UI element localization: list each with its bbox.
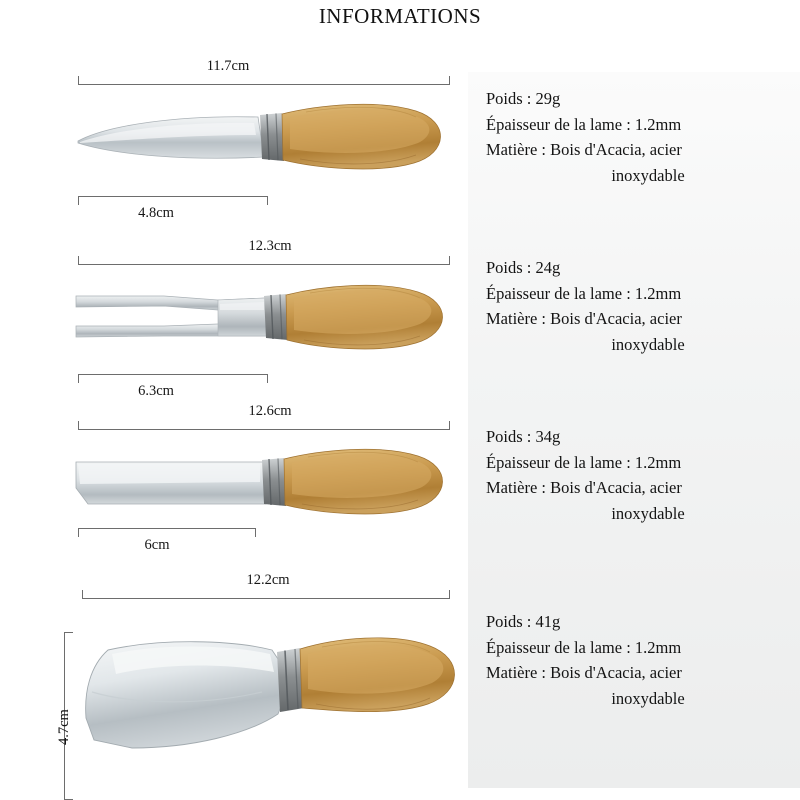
length-dimension-line-cheese-spatula [82,598,450,599]
length-dimension-line-cheese-knife [78,84,450,85]
material-line-cont: inoxydable [611,334,685,354]
weight-line: Poids : 41g [486,612,561,631]
cheese-slicer-illustration [68,440,468,540]
thickness-line: Épaisseur de la lame : 1.2mm [486,452,682,472]
height-label-cheese-spatula: 4.7cm [56,709,72,745]
length-dimension-line-cheese-slicer [78,429,450,430]
length-label-cheese-fork: 12.3cm [248,238,292,254]
material-line-cont: inoxydable [611,503,685,523]
thickness-line: Épaisseur de la lame : 1.2mm [486,283,682,303]
length-label-cheese-knife: 11.7cm [206,58,250,74]
blade-label-cheese-knife: 4.8cm [138,205,174,221]
weight-line: Poids : 34g [486,427,561,446]
blade-dimension-line-cheese-slicer [78,528,256,529]
material-line: Matière : Bois d'Acacia, acier [486,140,682,160]
thickness-line: Épaisseur de la lame : 1.2mm [486,637,682,657]
weight-line: Poids : 24g [486,258,561,277]
material-line-cont: inoxydable [611,688,685,708]
cheese-spatula-illustration [72,622,472,792]
info-block-cheese-knife [486,86,792,188]
page-title: INFORMATIONS [318,4,482,28]
info-panel [468,72,800,788]
info-block-cheese-fork [486,255,792,357]
material-line-cont: inoxydable [611,165,685,185]
length-label-cheese-slicer: 12.6cm [248,403,292,419]
material-line: Matière : Bois d'Acacia, acier [486,478,682,498]
info-block-cheese-slicer [486,424,792,526]
thickness-line: Épaisseur de la lame : 1.2mm [486,114,682,134]
blade-label-cheese-fork: 6.3cm [138,383,174,399]
blade-label-cheese-slicer: 6cm [144,537,170,553]
material-line: Matière : Bois d'Acacia, acier [486,663,682,683]
material-line: Matière : Bois d'Acacia, acier [486,309,682,329]
weight-line: Poids : 29g [486,89,561,108]
length-dimension-line-cheese-fork [78,264,450,265]
length-label-cheese-spatula: 12.2cm [246,572,290,588]
product-cheese-spatula [0,540,468,800]
info-block-cheese-spatula [486,609,792,711]
